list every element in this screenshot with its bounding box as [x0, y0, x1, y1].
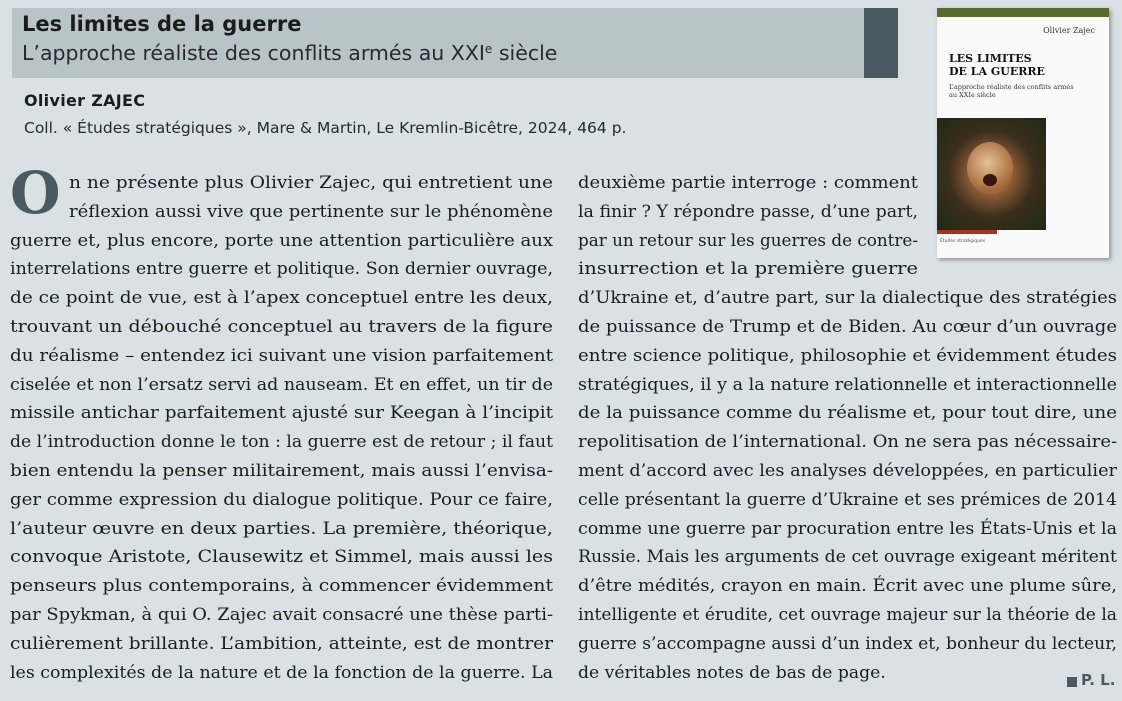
text-line: interrelations entre guerre et politique. Son dernier ouvrage,	[10, 259, 553, 280]
subtitle-end: siècle	[492, 41, 558, 65]
book-cover-author: Olivier Zajec	[1043, 26, 1095, 35]
text-line: ger comme expression du dialogue politique. Pour ce faire,	[10, 489, 553, 510]
text-line: d’être médités, crayon en main. Écrit avec une plume sûre,	[578, 576, 1117, 597]
book-collection: Coll. « Études stratégiques », Mare & Martin, Le Kremlin-Bicêtre, 2024, 464 p.	[24, 119, 627, 137]
text-line: guerre et, plus encore, porte une attention particulière aux	[10, 230, 553, 251]
book-cover-red-bar	[937, 230, 997, 234]
text-line: de véritables notes de bas de page.	[578, 662, 886, 683]
book-cover-title-line2: DE LA GUERRE	[949, 65, 1045, 78]
text-line: par Spykman, à qui O. Zajec avait consacré une thèse parti-	[10, 605, 553, 625]
book-cover-top-bar	[937, 8, 1109, 17]
text-line: guerre s’accompagne aussi d’un index et, bonheur du lecteur,	[578, 633, 1117, 654]
text-line: n ne présente plus Olivier Zajec, qui entretient une	[69, 173, 553, 193]
text-line: culièrement brillante. L’ambition, atteinte, est de montrer	[10, 633, 553, 654]
text-line: de la puissance comme du réalisme et, pour tout dire, une	[578, 403, 1117, 424]
signature: P. L.	[1081, 671, 1116, 689]
text-line: de ce point de vue, est à l’apex conceptuel entre les deux,	[10, 288, 553, 309]
medusa-face	[967, 142, 1013, 194]
signature-square-icon	[1067, 677, 1077, 687]
book-cover-medusa-image	[937, 118, 1046, 230]
text-line: de puissance de Trump et de Biden. Au cœur d’un ouvrage	[578, 317, 1117, 337]
text-line: stratégiques, il y a la nature relationnelle et interactionnelle	[578, 374, 1117, 395]
text-line: d’Ukraine et, d’autre part, sur la dialectique des stratégies	[578, 288, 1117, 309]
review-title: Les limites de la guerre	[22, 12, 302, 36]
review-subtitle	[22, 41, 557, 65]
text-line: deuxième partie interroge : comment	[578, 173, 918, 193]
text-line: intelligente et érudite, cet ouvrage majeur sur la théorie de la	[578, 605, 1117, 625]
text-line: la finir ? Y répondre passe, d’une part,	[578, 201, 918, 222]
text-line: trouvant un débouché conceptuel au travers de la figure	[10, 317, 553, 337]
text-line: ciselée et non l’ersatz servi ad nauseam. Et en effet, un tir de	[10, 374, 553, 395]
text-line: l’auteur œuvre en deux parties. La première, théorique,	[10, 518, 553, 539]
text-line: réflexion aussi vive que pertinente sur le phénomène	[69, 201, 553, 222]
book-cover	[937, 8, 1109, 258]
book-cover-series: Études stratégiques	[940, 239, 986, 244]
text-line: de l’introduction donne le ton : la guerre est de retour ; il faut	[10, 432, 553, 453]
text-line: ment d’accord avec les analyses développées, en particulier	[578, 461, 1117, 481]
book-cover-subtitle-line1: L’approche réaliste des conflits armés	[949, 83, 1074, 91]
header-tab	[864, 8, 898, 78]
text-line: missile antichar parfaitement ajusté sur Keegan à l’incipit	[10, 403, 553, 424]
book-cover-title-line1: LES LIMITES	[949, 52, 1032, 65]
book-cover-subtitle	[949, 83, 1074, 99]
text-line: Russie. Mais les arguments de cet ouvrage exigeant méritent	[578, 547, 1117, 568]
text-line: insurrection et la première guerre	[578, 259, 918, 280]
text-line: repolitisation de l’international. On ne sera pas nécessaire-	[578, 432, 1117, 453]
text-line: les complexités de la nature et de la fonction de la guerre. La	[10, 662, 553, 683]
text-line: comme une guerre par procuration entre les États-Unis et la	[578, 518, 1117, 539]
text-line: convoque Aristote, Clausewitz et Simmel, mais aussi les	[10, 547, 553, 568]
text-line: penseurs plus contemporains, à commencer évidemment	[10, 576, 553, 597]
text-line: par un retour sur les guerres de contre-	[578, 230, 918, 251]
subtitle-main: L’approche réaliste des conflits armés au XXI	[22, 41, 485, 65]
text-line: bien entendu la penser militairement, mais aussi l’envisa-	[10, 461, 553, 481]
text-line: celle présentant la guerre d’Ukraine et ses prémices de 2014	[578, 489, 1117, 510]
text-line: du réalisme – entendez ici suivant une vision parfaitement	[10, 345, 553, 366]
book-author: Olivier ZAJEC	[24, 91, 146, 110]
text-line: entre science politique, philosophie et évidemment études	[578, 345, 1117, 366]
drop-cap: O	[10, 159, 61, 227]
book-cover-title	[949, 52, 1045, 78]
subtitle-sup: e	[484, 42, 493, 56]
medusa-mouth	[983, 174, 997, 186]
book-cover-subtitle-line2: au XXIe siècle	[949, 91, 996, 99]
